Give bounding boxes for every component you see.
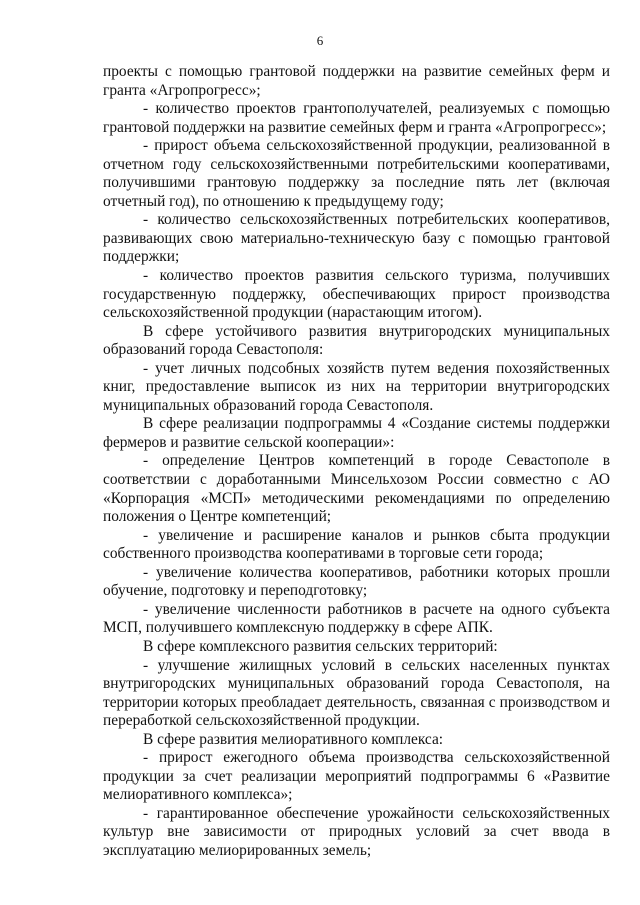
section-heading-subprogram-4: В сфере реализации подпрограммы 4 «Создание системы поддержки фермеров и развитие сельской кооперации»:: [103, 415, 610, 451]
page-number: 6: [316, 33, 324, 48]
list-item-sales-channels: - увеличение и расширение каналов и рынков сбыта продукции собственного производства кооперативами в торговые сети города;: [103, 526, 610, 563]
section-heading-land-reclamation: В сфере развития мелиоративного комплекса:: [143, 730, 444, 748]
list-item-sme-employees: - увеличение численности работников в расчете на одного субъекта МСП, получившего комплексную поддержку в сфере АПК.: [103, 600, 610, 637]
list-item-housing-conditions: - улучшение жилищных условий в сельских населенных пунктах внутригородских муниципальных образований города Севастополя, на территории которых преобладает деятельность, связанная с производством и переработкой сельскохозяйственной продукции.: [103, 656, 610, 730]
list-item-household-records: - учет личных подсобных хозяйств путем ведения похозяйственных книг, предоставление выписок из них на территории внутригородских муниципальных образований города Севастополя.: [103, 359, 610, 414]
list-item-grant-projects-count: - количество проектов грантополучателей, реализуемых с помощью грантовой поддержки на развитие семейных ферм и гранта «Агропрогресс»;: [103, 100, 610, 136]
list-item-guaranteed-yield: - гарантированное обеспечение урожайности сельскохозяйственных культур вне зависимости от природных условий за счет ввода в эксплуатацию мелиорированных земель;: [103, 804, 610, 859]
list-item-competence-centers: - определение Центров компетенций в городе Севастополе в соответствии с доработанными Минсельхозом России совместно с АО «Корпорация «МСП» методическими рекомендациями по определению положения о Центре компетенций;: [103, 452, 610, 526]
section-heading-rural-development: В сфере комплексного развития сельских территорий:: [143, 637, 498, 655]
list-item-production-growth: - прирост объема сельскохозяйственной продукции, реализованной в отчетном году сельскохозяйственными потребительскими кооперативами, получившими грантовую поддержку за последние пять лет (включая отчетный год), по отношению к предыдущему году;: [103, 137, 610, 210]
paragraph-continuation: проекты с помощью грантовой поддержки на развитие семейных ферм и гранта «Агропрогресс»;: [103, 63, 610, 99]
section-heading-sustainable-development: В сфере устойчивого развития внутригородских муниципальных образований города Севастополя:: [103, 322, 610, 359]
list-item-rural-tourism: - количество проектов развития сельского туризма, получивших государственную поддержку, обеспечивающих прирост производства сельскохозяйственной продукции (нарастающим итогом).: [103, 267, 610, 322]
document-body: [103, 63, 610, 861]
list-item-cooperatives-count: - количество сельскохозяйственных потребительских кооперативов, развивающих свою материально-техническую базу с помощью грантовой поддержки;: [103, 211, 610, 266]
list-item-production-increase: - прирост ежегодного объема производства сельскохозяйственной продукции за счет реализации мероприятий подпрограммы 6 «Развитие мелиоративного комплекса»;: [103, 749, 610, 804]
list-item-training: - увеличение количества кооперативов, работники которых прошли обучение, подготовку и переподготовку;: [103, 563, 610, 600]
